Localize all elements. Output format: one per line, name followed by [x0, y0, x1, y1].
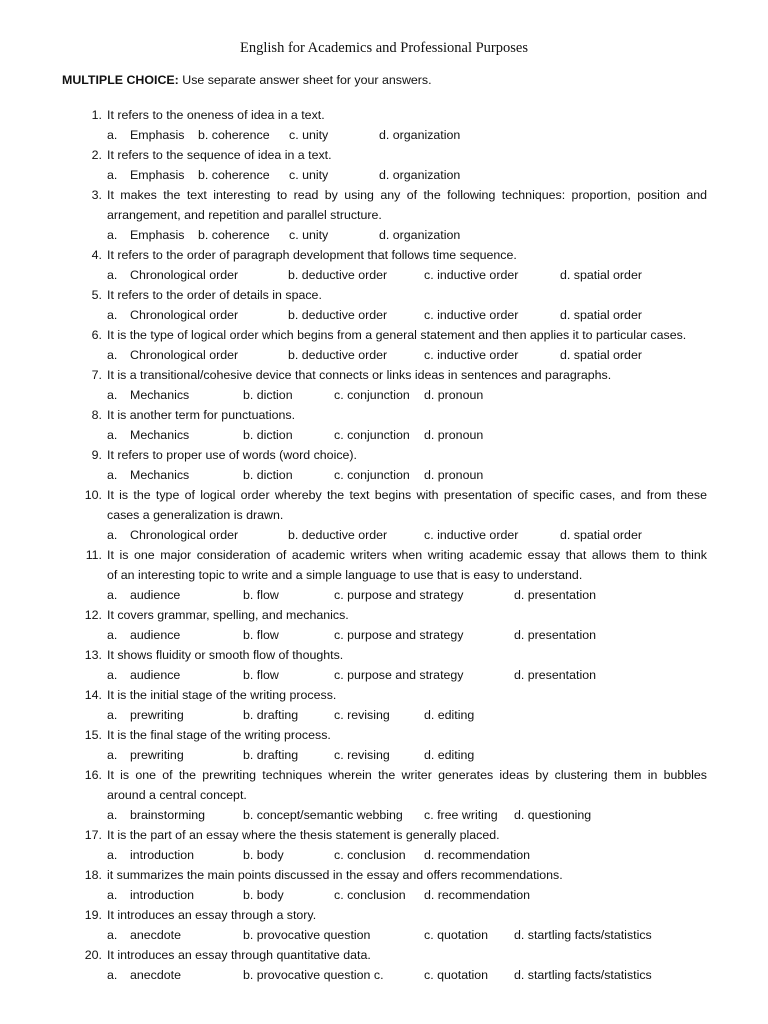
instructions: [62, 73, 432, 87]
answer-option: c. quotation: [424, 928, 489, 942]
option-marker: a.: [107, 928, 118, 942]
answer-option: d. questioning: [514, 808, 592, 822]
answer-option: d. startling facts/statistics: [514, 928, 652, 942]
question-number: 6.: [91, 328, 102, 342]
question-text: It is another term for punctuations.: [107, 408, 296, 422]
answer-option: c. inductive order: [424, 308, 519, 322]
question-number: 8.: [91, 408, 102, 422]
answer-option: b. coherence: [198, 128, 270, 142]
answer-option: Emphasis: [130, 228, 185, 242]
option-marker: a.: [107, 808, 118, 822]
answer-option: prewriting: [130, 708, 184, 722]
question-number: 3.: [91, 188, 102, 202]
answer-option: c. free writing: [424, 808, 498, 822]
answer-option: Emphasis: [130, 168, 185, 182]
answer-option: d. editing: [424, 708, 475, 722]
answer-option: Mechanics: [130, 428, 190, 442]
answer-option: b. concept/semantic webbing: [243, 808, 403, 822]
answer-option: Chronological order: [130, 268, 239, 282]
question-text: It refers to the sequence of idea in a text.: [107, 148, 332, 162]
answer-option: c. revising: [334, 748, 390, 762]
question-text: cases a generalization is drawn.: [107, 508, 284, 522]
question-number: 12.: [84, 608, 102, 622]
option-marker: a.: [107, 268, 118, 282]
answer-option: Chronological order: [130, 348, 239, 362]
option-marker: a.: [107, 528, 118, 542]
answer-option: d. organization: [379, 228, 461, 242]
answer-option: b. deductive order: [288, 348, 388, 362]
question-number: 14.: [84, 688, 102, 702]
answer-option: b. coherence: [198, 168, 270, 182]
answer-option: audience: [130, 668, 181, 682]
answer-option: d. pronoun: [424, 428, 484, 442]
answer-option: b. body: [243, 888, 284, 902]
question-text: It is the final stage of the writing process.: [107, 728, 331, 742]
question-number: 15.: [84, 728, 102, 742]
option-marker: a.: [107, 708, 118, 722]
answer-option: d. recommendation: [424, 848, 531, 862]
answer-option: b. deductive order: [288, 308, 388, 322]
question-text: it summarizes the main points discussed in the essay and offers recommendations.: [107, 868, 563, 882]
answer-option: b. provocative question: [243, 928, 371, 942]
answer-option: audience: [130, 588, 181, 602]
question-number: 7.: [91, 368, 102, 382]
answer-option: d. presentation: [514, 668, 596, 682]
question-text: It refers to proper use of words (word choice).: [107, 448, 357, 462]
answer-option: prewriting: [130, 748, 184, 762]
answer-option: d. pronoun: [424, 468, 484, 482]
answer-option: c. inductive order: [424, 268, 519, 282]
answer-option: d. pronoun: [424, 388, 484, 402]
question-text: It covers grammar, spelling, and mechanics.: [107, 608, 349, 622]
answer-option: b. provocative question c.: [243, 968, 384, 982]
answer-option: d. presentation: [514, 628, 596, 642]
question-number: 11.: [85, 548, 102, 562]
answer-option: Emphasis: [130, 128, 185, 142]
question-number: 19.: [84, 908, 102, 922]
answer-option: Mechanics: [130, 468, 190, 482]
question-number: 2.: [91, 148, 102, 162]
option-marker: a.: [107, 388, 118, 402]
question-text: It refers to the order of paragraph development that follows time sequence.: [107, 248, 517, 262]
answer-option: d. organization: [379, 128, 461, 142]
question-text: It shows fluidity or smooth flow of thoughts.: [107, 648, 344, 662]
question-text: It is one major consideration of academic writers when writing academic essay that allows them to think: [107, 548, 707, 562]
question-text: It is a transitional/cohesive device that connects or links ideas in sentences and paragraphs.: [107, 368, 612, 382]
answer-option: audience: [130, 628, 181, 642]
question-text: It introduces an essay through a story.: [107, 908, 317, 922]
question-text: It makes the text interesting to read by using any of the following techniques: proportion, position and: [107, 188, 707, 202]
question-number: 1.: [91, 108, 102, 122]
answer-option: c. unity: [289, 228, 329, 242]
answer-option: c. revising: [334, 708, 390, 722]
answer-option: c. purpose and strategy: [334, 668, 464, 682]
answer-option: d. spatial order: [560, 268, 642, 282]
answer-option: b. flow: [243, 588, 279, 602]
answer-option: d. startling facts/statistics: [514, 968, 652, 982]
option-marker: a.: [107, 168, 118, 182]
question-number: 17.: [84, 828, 102, 842]
answer-option: b. diction: [243, 428, 293, 442]
answer-option: c. conclusion: [334, 848, 406, 862]
answer-option: Chronological order: [130, 528, 239, 542]
answer-option: d. editing: [424, 748, 475, 762]
answer-option: d. spatial order: [560, 528, 642, 542]
answer-option: c. unity: [289, 168, 329, 182]
question-text: It is the type of logical order which begins from a general statement and then applies it to particular cases.: [107, 328, 687, 342]
answer-option: anecdote: [130, 928, 181, 942]
answer-option: b. coherence: [198, 228, 270, 242]
question-number: 13.: [84, 648, 102, 662]
answer-option: b. deductive order: [288, 528, 388, 542]
answer-option: c. unity: [289, 128, 329, 142]
instructions-text: Use separate answer sheet for your answers.: [178, 73, 432, 87]
instructions-label: MULTIPLE CHOICE:: [62, 73, 179, 87]
option-marker: a.: [107, 228, 118, 242]
answer-option: c. quotation: [424, 968, 489, 982]
answer-option: b. deductive order: [288, 268, 388, 282]
answer-option: Mechanics: [130, 388, 190, 402]
option-marker: a.: [107, 428, 118, 442]
option-marker: a.: [107, 468, 118, 482]
option-marker: a.: [107, 848, 118, 862]
option-marker: a.: [107, 308, 118, 322]
question-text: It is one of the prewriting techniques wherein the writer generates ideas by clustering them in bubbles: [107, 768, 707, 782]
question-text: It introduces an essay through quantitative data.: [107, 948, 371, 962]
answer-option: d. presentation: [514, 588, 596, 602]
answer-option: anecdote: [130, 968, 181, 982]
answer-option: c. conjunction: [334, 388, 410, 402]
question-number: 16.: [84, 768, 102, 782]
option-marker: a.: [107, 968, 118, 982]
question-number: 18.: [84, 868, 102, 882]
question-number: 20.: [84, 948, 102, 962]
question-number: 5.: [91, 288, 102, 302]
question-number: 9.: [91, 448, 102, 462]
question-text: It is the part of an essay where the thesis statement is generally placed.: [107, 828, 500, 842]
answer-option: c. purpose and strategy: [334, 628, 464, 642]
answer-option: d. recommendation: [424, 888, 531, 902]
answer-option: introduction: [130, 848, 195, 862]
answer-option: b. diction: [243, 388, 293, 402]
question-text: of an interesting topic to write and a simple language to use that is easy to understand.: [107, 568, 583, 582]
answer-option: c. inductive order: [424, 528, 519, 542]
question-number: 10.: [84, 488, 102, 502]
answer-option: c. conjunction: [334, 428, 410, 442]
option-marker: a.: [107, 588, 118, 602]
answer-option: b. body: [243, 848, 284, 862]
answer-option: c. conclusion: [334, 888, 406, 902]
question-text: around a central concept.: [107, 788, 247, 802]
answer-option: c. conjunction: [334, 468, 410, 482]
option-marker: a.: [107, 888, 118, 902]
option-marker: a.: [107, 128, 118, 142]
question-number: 4.: [91, 248, 102, 262]
page-title: English for Academics and Professional Purposes: [240, 40, 528, 56]
question-text: It is the type of logical order whereby the text begins with presentation of specific cases, and from these: [107, 488, 707, 502]
question-text: arrangement, and repetition and parallel structure.: [107, 208, 382, 222]
option-marker: a.: [107, 348, 118, 362]
answer-option: b. diction: [243, 468, 293, 482]
option-marker: a.: [107, 668, 118, 682]
option-marker: a.: [107, 748, 118, 762]
option-marker: a.: [107, 628, 118, 642]
answer-option: Chronological order: [130, 308, 239, 322]
answer-option: b. flow: [243, 628, 279, 642]
answer-option: b. drafting: [243, 708, 299, 722]
answer-option: b. flow: [243, 668, 279, 682]
answer-option: d. organization: [379, 168, 461, 182]
question-text: It refers to the oneness of idea in a text.: [107, 108, 325, 122]
answer-option: d. spatial order: [560, 308, 642, 322]
answer-option: d. spatial order: [560, 348, 642, 362]
answer-option: introduction: [130, 888, 195, 902]
answer-option: b. drafting: [243, 748, 299, 762]
question-text: It refers to the order of details in space.: [107, 288, 322, 302]
answer-option: c. inductive order: [424, 348, 519, 362]
answer-option: c. purpose and strategy: [334, 588, 464, 602]
answer-option: brainstorming: [130, 808, 206, 822]
question-text: It is the initial stage of the writing process.: [107, 688, 337, 702]
